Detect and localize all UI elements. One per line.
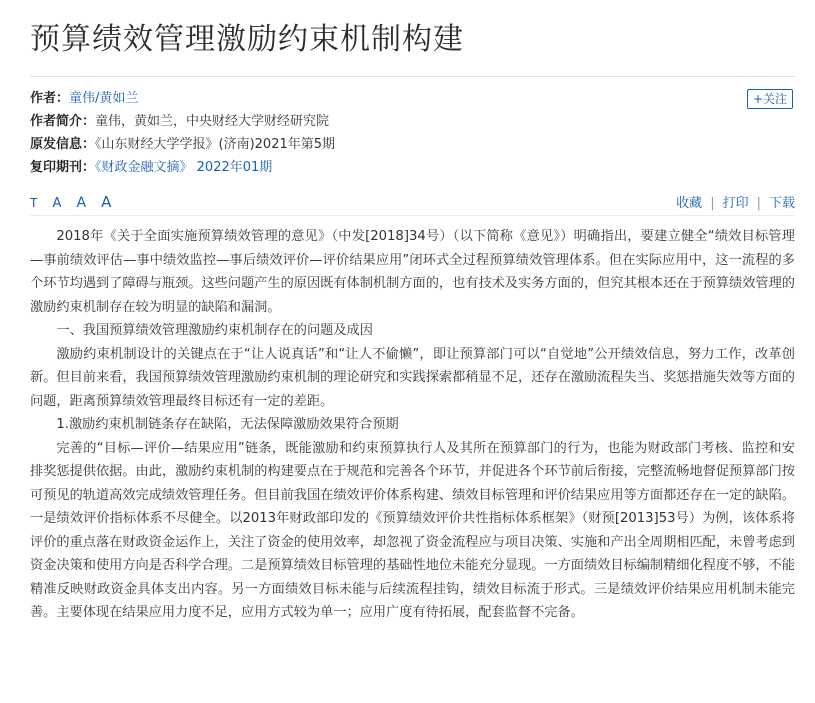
article-meta [30, 87, 795, 179]
follow-button[interactable]: +关注 [747, 89, 793, 109]
font-size-controls [30, 192, 121, 211]
print-link[interactable]: 打印 [722, 196, 749, 211]
source-label: 原发信息： [30, 137, 96, 152]
font-size-large[interactable]: A [101, 193, 112, 211]
font-size-default[interactable]: T [30, 196, 38, 210]
font-size-medium[interactable]: A [76, 195, 87, 211]
reprint-label: 复印期刊： [30, 160, 96, 175]
author-link[interactable]: 童伟/黄如兰 [69, 91, 139, 106]
author-bio-row [30, 110, 795, 133]
author-bio-value: 童伟，黄如兰，中央财经大学财经研究院 [95, 114, 330, 129]
author-row [30, 87, 795, 110]
body-paragraph: 完善的“目标—评价—结果应用”链条，既能激励和约束预算执行人及其所在预算部门的行为，也能为财政部门考核、监控和安排奖惩提供依据。由此，激励约束机制的构建要点在于规范和完善各个环节，并促进各个环节前后衔接，完整流畅地督促预算部门按可预见的轨道高效完成绩效管理任务。但目前我国在绩效评价体系构建、绩效目标管理和评价结果应用等方面都还存在一定的缺陷。一是绩效评价指标体系不尽健全。以2013年财政部印发的《预算绩效评价共性指标体系框架》（财预[2013]53号）为例，该体系将评价的重点落在财政资金运作上，关注了资金的使用效率，却忽视了资金流程应与项目决策、实施和产出全周期相匹配，未曾考虑到资金决策和使用方向是否科学合理。二是预算绩效目标管理的基础性地位未能充分显现。一方面绩效目标编制精细化程度不够，不能精准反映财政资金具体支出内容。另一方面绩效目标未能与后续流程挂钩，绩效目标流于形式。三是绩效评价结果应用机制未能完善。主要体现在结果应用力度不足，应用方式较为单一；应用广度有待拓展，配套监督不完备。 [30, 440, 795, 620]
body-paragraph: 激励约束机制设计的关键点在于“让人说真话”和“让人不偷懒”，即让预算部门可以“自觉地”公开绩效信息，努力工作，改革创新。但目前来看，我国预算绩效管理激励约束机制的理论研究和实践探索都稍显不足，还存在激励流程失当、奖惩措施失效等方面的问题，距离预算绩效管理最终目标还有一定的差距。 [30, 346, 795, 409]
section-heading: 一、我国预算绩效管理激励约束机制存在的问题及成因 [56, 323, 373, 338]
source-value: 《山东财经大学学报》(济南)2021年第5期 [95, 137, 336, 152]
article-actions [676, 192, 795, 211]
collect-link[interactable]: 收藏 [676, 196, 703, 211]
action-separator: | [710, 196, 715, 211]
author-bio-label: 作者简介： [30, 114, 96, 129]
font-size-small[interactable]: A [52, 196, 62, 211]
action-separator: | [756, 196, 761, 211]
reprint-row [30, 156, 795, 179]
download-link[interactable]: 下载 [768, 196, 795, 211]
article-toolbar [30, 191, 795, 216]
author-label: 作者： [30, 91, 70, 106]
subsection-heading: 1.激励约束机制链条存在缺陷，无法保障激励效果符合预期 [56, 417, 399, 432]
reprint-journal-link[interactable]: 《财政金融文摘》 2022年01期 [95, 160, 273, 175]
article-title: 预算绩效管理激励约束机制构建 [30, 22, 464, 57]
article-body [30, 225, 795, 625]
body-paragraph: 2018年《关于全面实施预算绩效管理的意见》（中发[2018]34号）（以下简称《意见》）明确指出，要建立健全“绩效目标管理—事前绩效评估—事中绩效监控—事后绩效评价—评价结果应用”闭环式全过程预算绩效管理体系。但在实际应用中，这一流程的多个环节均遇到了障碍与瓶颈。这些问题产生的原因既有体制机制方面的，也有技术及实务方面的，但究其根本还在于预算绩效管理的激励约束机制存在较为明显的缺陷和漏洞。 [30, 229, 795, 315]
source-row [30, 133, 795, 156]
title-divider [30, 76, 795, 77]
